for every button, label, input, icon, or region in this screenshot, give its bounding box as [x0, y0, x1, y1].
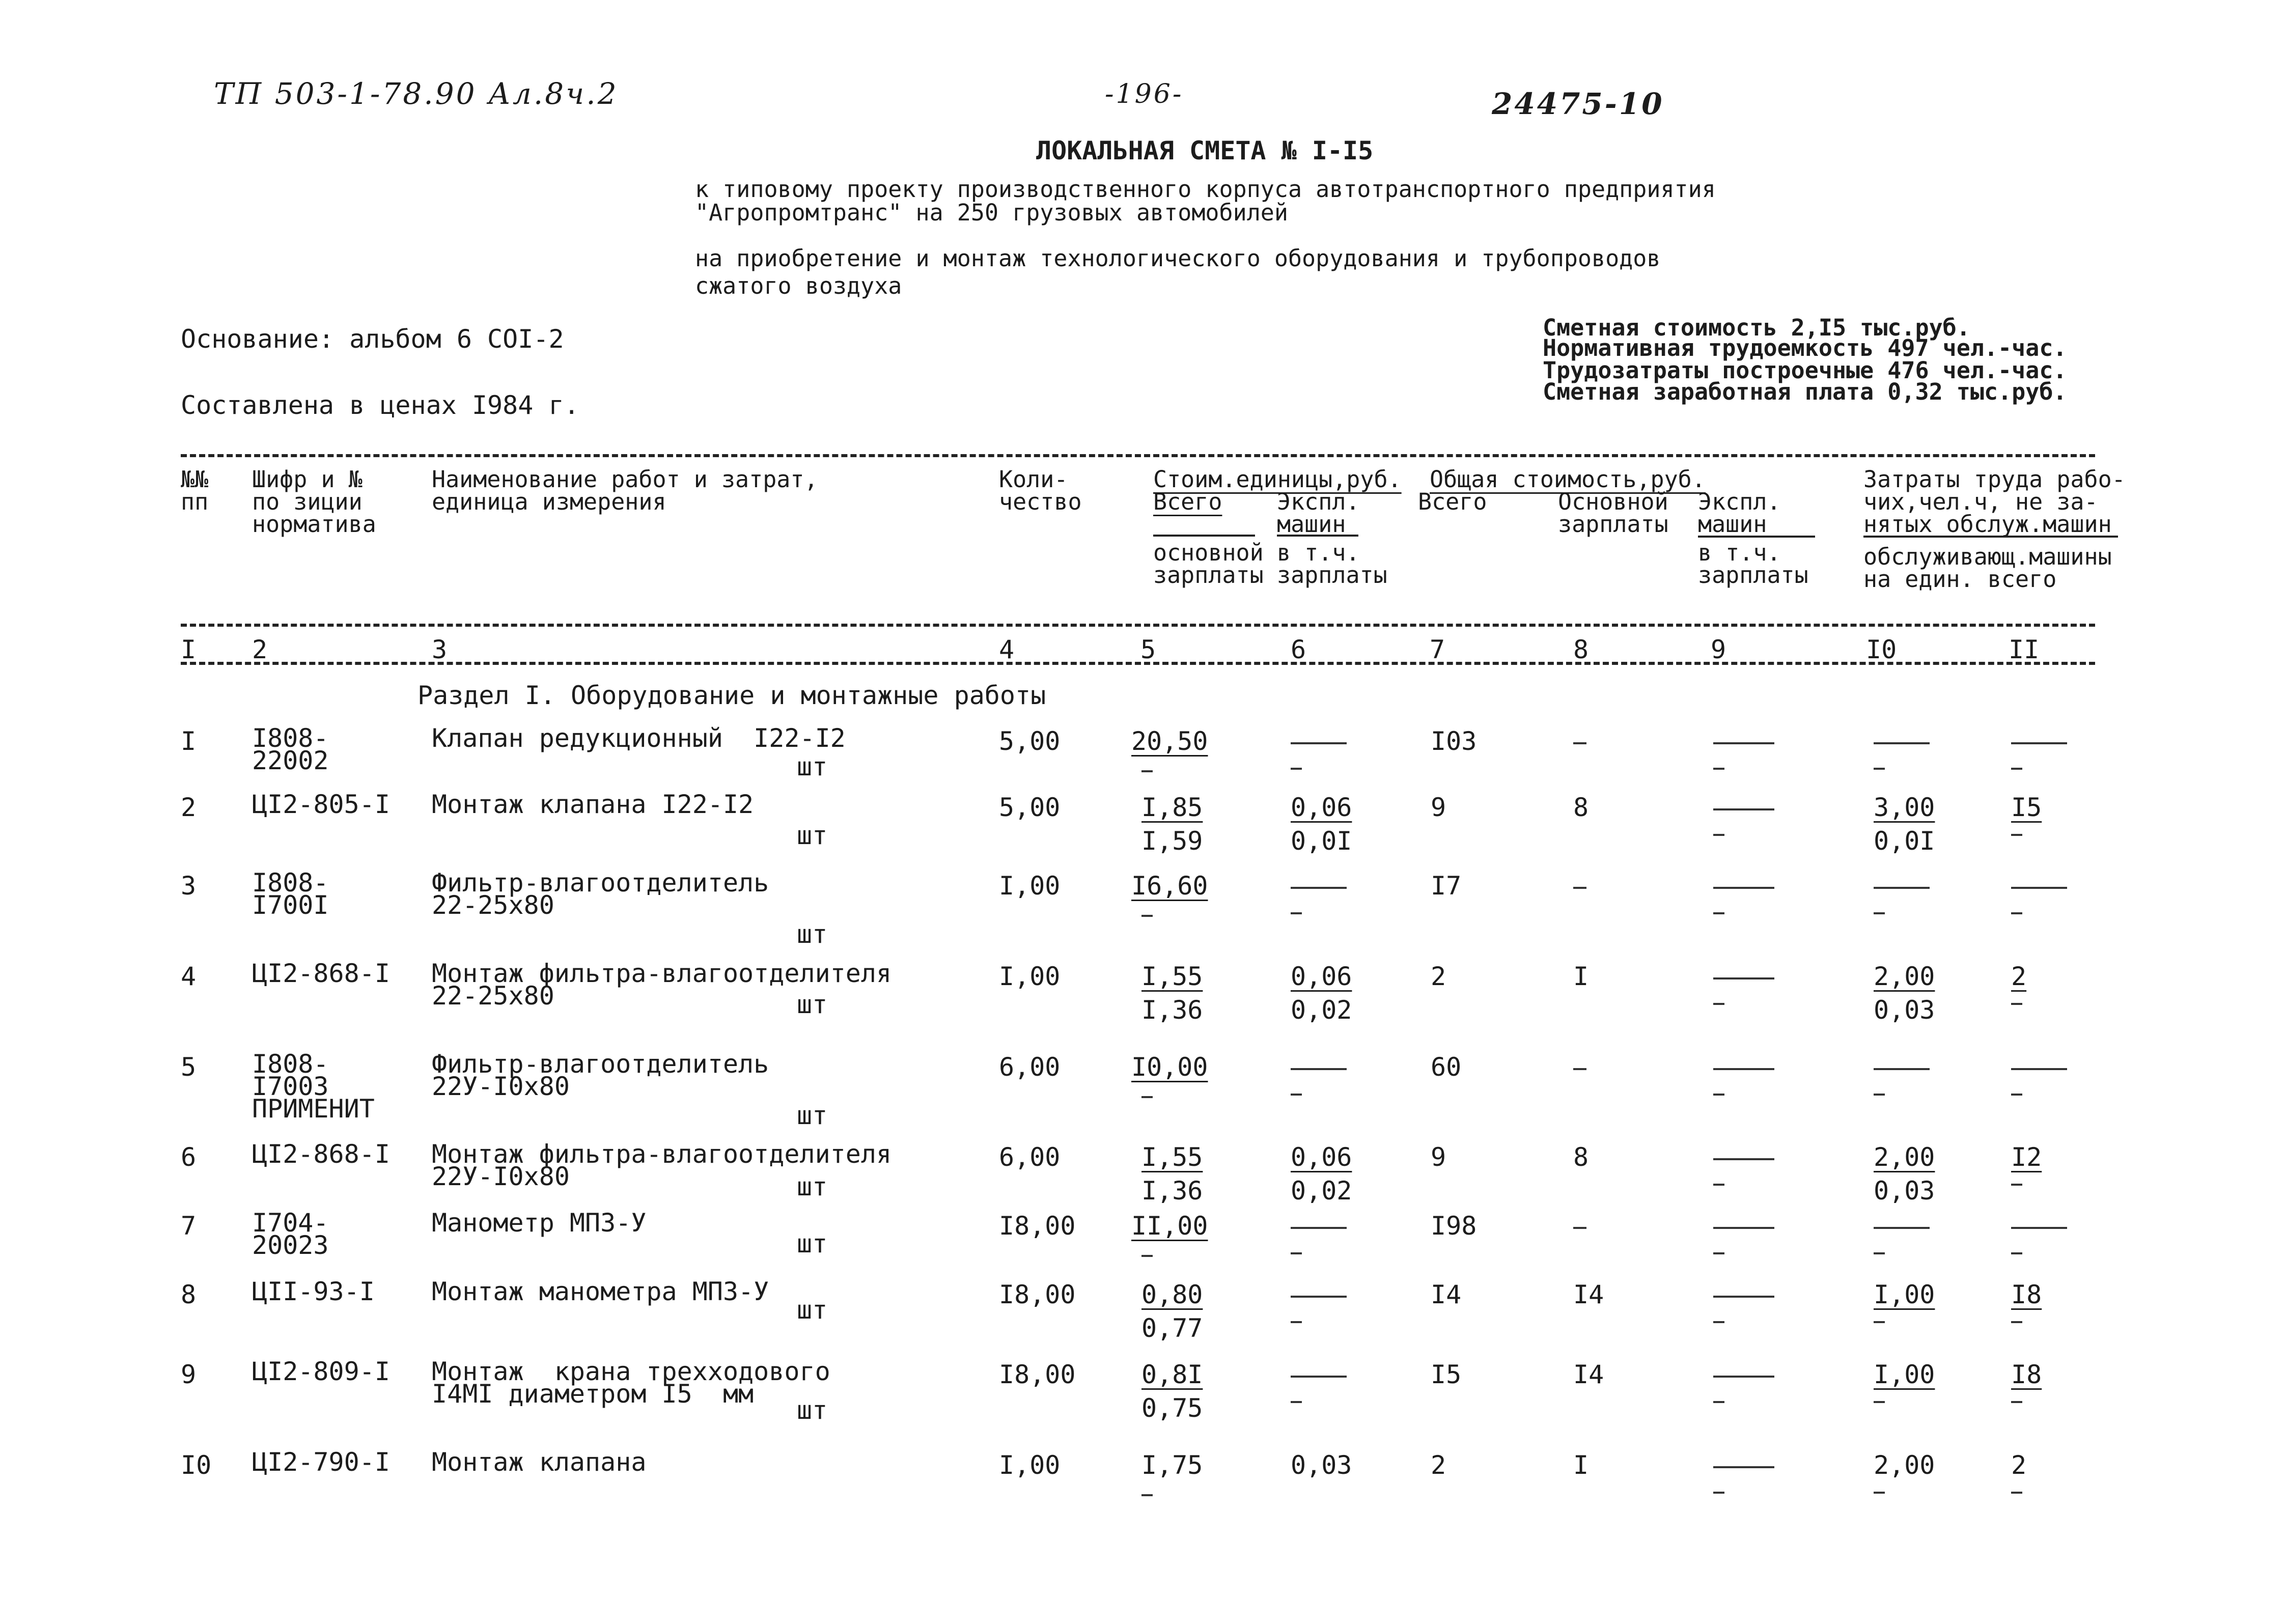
header-total-machines: Экспл. машин	[1698, 488, 1781, 538]
header-labor-sub: обслуживающ.машины	[1863, 543, 2112, 570]
header-unit-machines: Экспл. машин	[1277, 488, 1360, 538]
col-number-3: 3	[432, 635, 448, 664]
row-total-machine-wage-dash	[1713, 1184, 1724, 1186]
row-total-machines-dash	[1713, 1227, 1774, 1229]
row-labor-unit-dash	[1874, 1227, 1930, 1229]
row-unit-machines: 0,06	[1291, 962, 1352, 991]
row-unit-machine-wage-dash	[1291, 1252, 1302, 1254]
row-unit-machines-dash	[1291, 1227, 1347, 1229]
row-code: I704- 20023	[252, 1208, 329, 1260]
row-unit-wage-dash	[1141, 770, 1153, 772]
total-machines-divider	[1698, 536, 1815, 538]
row-total-machines-dash	[1713, 1376, 1774, 1378]
row-labor-total-dash	[2011, 834, 2022, 836]
row-total-machines-dash	[1713, 808, 1774, 810]
row-total-wage: I4	[1573, 1360, 1604, 1389]
row-total-cost: 9	[1431, 1142, 1446, 1172]
row-labor-machines: 0,03	[1874, 995, 1935, 1025]
header-total-all: Всего	[1418, 488, 1487, 515]
row-total-machine-wage-dash	[1713, 1094, 1724, 1096]
row-number: I	[181, 726, 197, 756]
unit-wage-divider	[1153, 535, 1255, 537]
row-unit-total: 0,8I	[1141, 1360, 1203, 1389]
row-quantity: 6,00	[999, 1052, 1061, 1082]
labor-divider	[1863, 536, 2118, 538]
row-labor-total-dash-2	[2011, 768, 2022, 770]
header-unit-wage: основной зарплаты	[1153, 539, 1264, 589]
row-total-wage: I	[1573, 962, 1589, 991]
row-labor-total: 2	[2011, 962, 2027, 991]
row-total-machine-wage-dash	[1713, 912, 1724, 914]
row-unit-machine-wage-dash	[1291, 912, 1302, 914]
col-number-2: 2	[252, 635, 268, 664]
row-unit-machine-wage-dash	[1291, 1094, 1302, 1096]
row-quantity: 5,00	[999, 793, 1061, 822]
row-total-cost: I4	[1431, 1280, 1462, 1309]
row-labor-unit: 2,00	[1874, 1450, 1935, 1480]
row-unit: шт	[797, 1229, 828, 1258]
row-labor-unit: I,00	[1874, 1280, 1935, 1309]
row-labor-total: I2	[2011, 1142, 2042, 1172]
row-labor-total-dash	[2011, 1321, 2022, 1323]
row-total-wage: 8	[1573, 793, 1589, 822]
row-code: I808- 22002	[252, 723, 329, 775]
row-code: ЦI2-805-I	[252, 790, 390, 819]
row-unit-wage-dash	[1141, 915, 1153, 917]
header-labor: Затраты труда рабо- чих,чел.ч, не за- нятых обслуж.машин	[1863, 466, 2126, 538]
row-name: Монтаж крана трехходового I4МI диаметром I5 мм	[432, 1357, 830, 1409]
row-unit-machine-wage: 0,0I	[1291, 826, 1352, 856]
header-unit-total: Всего	[1153, 488, 1222, 515]
summary-line-3: Трудозатраты построечные 476 чел.-час.	[1543, 357, 2067, 384]
row-labor-machines-dash	[1874, 1492, 1885, 1494]
col-number-11: II	[2009, 635, 2040, 664]
row-labor-unit-dash	[1874, 887, 1930, 889]
row-unit-machines-dash	[1291, 887, 1347, 889]
summary-line-2: Нормативная трудоемкость 497 чел.-час.	[1543, 334, 2067, 361]
row-total-wage-dash	[1573, 1227, 1586, 1229]
row-labor-total-dash	[2011, 1227, 2067, 1229]
row-unit-machine-wage-dash	[1291, 1321, 1302, 1323]
row-unit-total: I6,60	[1131, 871, 1208, 901]
row-unit-machine-wage: 0,02	[1291, 1176, 1352, 1206]
row-total-wage: 8	[1573, 1142, 1589, 1172]
row-labor-total: I8	[2011, 1280, 2042, 1309]
header-total-machine-wage: в т.ч. зарплаты	[1698, 539, 1808, 589]
header-total-cost: Общая стоимость,руб.	[1430, 466, 1706, 493]
row-unit-machine-wage-dash	[1291, 768, 1302, 770]
row-quantity: I8,00	[999, 1211, 1076, 1241]
row-unit: шт	[797, 1395, 828, 1425]
row-unit-total: 20,50	[1131, 726, 1208, 756]
row-labor-unit: I,00	[1874, 1360, 1935, 1389]
header-top-rule	[181, 454, 2095, 457]
row-name: Монтаж манометра МПЗ-У	[432, 1277, 769, 1306]
row-unit-wage: I,36	[1141, 995, 1203, 1025]
row-quantity: I,00	[999, 962, 1061, 991]
row-total-machines-dash	[1713, 977, 1774, 979]
row-unit-wage: I,36	[1141, 1176, 1203, 1206]
row-unit-machines: 0,06	[1291, 1142, 1352, 1172]
row-name: Монтаж фильтра-влагоотделителя 22У-I0х80	[432, 1139, 892, 1191]
row-code: I808- I700I	[252, 868, 329, 920]
row-name: Фильтр-влагоотделитель 22У-I0х80	[432, 1049, 769, 1101]
row-unit-total: 0,80	[1141, 1280, 1203, 1309]
project-code-stamp: ТП 503-1-78.90 Ал.8ч.2	[214, 76, 619, 111]
basis-text: Основание: альбом 6 СОI-2	[181, 324, 564, 354]
row-total-machine-wage-dash	[1713, 768, 1724, 770]
row-labor-unit-dash	[1874, 1068, 1930, 1070]
row-code: I808- I7003 ПРИМЕНИТ	[252, 1049, 375, 1124]
row-total-wage-dash	[1573, 742, 1586, 744]
page-number: -196-	[1105, 79, 1184, 109]
row-labor-unit: 2,00	[1874, 962, 1935, 991]
row-number: 3	[181, 871, 197, 901]
row-unit-machines: 0,06	[1291, 793, 1352, 822]
row-total-machines-dash	[1713, 1466, 1774, 1468]
row-total-cost: 60	[1431, 1052, 1462, 1082]
row-labor-total-dash-2	[2011, 912, 2022, 914]
row-number: I0	[181, 1450, 212, 1480]
header-unit-cost: Стоим.единицы,руб.	[1153, 466, 1402, 493]
row-unit-wage-dash	[1141, 1255, 1153, 1257]
row-labor-total-dash	[2011, 887, 2067, 889]
row-name: Монтаж клапана	[432, 1447, 647, 1477]
row-total-machines-dash	[1713, 742, 1774, 744]
row-total-machine-wage-dash	[1713, 1252, 1724, 1254]
row-labor-machines: 0,03	[1874, 1176, 1935, 1206]
row-unit-machine-wage-dash	[1291, 1401, 1302, 1403]
row-total-wage: I4	[1573, 1280, 1604, 1309]
row-number: 8	[181, 1280, 197, 1309]
row-unit-machines: 0,03	[1291, 1450, 1352, 1480]
row-unit-machines-dash	[1291, 1376, 1347, 1378]
row-total-machine-wage-dash	[1713, 1492, 1724, 1494]
row-code: ЦII-93-I	[252, 1277, 375, 1306]
row-name: Фильтр-влагоотделитель 22-25х80	[432, 868, 769, 920]
row-labor-total-dash	[2011, 742, 2067, 744]
col-number-4: 4	[999, 635, 1015, 664]
row-labor-unit: 3,00	[1874, 793, 1935, 822]
row-number: 9	[181, 1360, 197, 1389]
row-quantity: I,00	[999, 871, 1061, 901]
col-number-9: 9	[1711, 635, 1726, 664]
row-labor-machines-dash	[1874, 1321, 1885, 1323]
row-labor-total-dash	[2011, 1003, 2022, 1005]
row-unit-wage-dash	[1141, 1494, 1153, 1496]
title-line-4: сжатого воздуха	[695, 272, 902, 299]
row-unit: шт	[797, 1295, 828, 1325]
prices-text: Составлена в ценах I984 г.	[181, 390, 579, 420]
row-total-machines-dash	[1713, 1158, 1774, 1160]
row-total-cost: 2	[1431, 962, 1446, 991]
row-unit-total: II,00	[1131, 1211, 1208, 1241]
row-labor-total-dash-2	[2011, 1252, 2022, 1254]
row-number: 5	[181, 1052, 197, 1082]
row-labor-machines-dash	[1874, 912, 1885, 914]
row-unit-wage: I,59	[1141, 826, 1203, 856]
row-name: Клапан редукционный I22-I2	[432, 723, 846, 753]
summary-line-1: Сметная стоимость 2,I5 тыс.руб.	[1543, 314, 1970, 341]
col-number-6: 6	[1291, 635, 1306, 664]
row-total-wage-dash	[1573, 887, 1586, 889]
column-numbers-rule	[181, 662, 2095, 665]
row-quantity: I,00	[999, 1450, 1061, 1480]
col-number-7: 7	[1430, 635, 1445, 664]
row-labor-machines-dash	[1874, 1252, 1885, 1254]
row-total-cost: I7	[1431, 871, 1462, 901]
row-number: 4	[181, 962, 197, 991]
summary-line-4: Сметная заработная плата 0,32 тыс.руб.	[1543, 378, 2067, 405]
row-name: Монтаж клапана I22-I2	[432, 790, 754, 819]
row-total-machine-wage-dash	[1713, 1401, 1724, 1403]
title-line-3: на приобретение и монтаж технологического оборудования и трубопроводов	[695, 245, 1661, 272]
unit-machines-divider	[1277, 535, 1358, 537]
row-number: 2	[181, 793, 197, 822]
row-code: ЦI2-868-I	[252, 1139, 390, 1169]
header-total-wage: Основной зарплаты	[1558, 488, 1668, 538]
row-total-cost: 9	[1431, 793, 1446, 822]
row-unit: шт	[797, 752, 828, 781]
row-total-machines-dash	[1713, 887, 1774, 889]
row-unit-wage: 0,75	[1141, 1393, 1203, 1423]
row-unit-wage: 0,77	[1141, 1313, 1203, 1343]
row-number: 6	[181, 1142, 197, 1172]
col-number-8: 8	[1573, 635, 1589, 664]
row-unit: шт	[797, 821, 828, 850]
row-quantity: 5,00	[999, 726, 1061, 756]
document-number: 24475-10	[1492, 87, 1664, 121]
row-total-wage-dash	[1573, 1068, 1586, 1070]
row-unit-machines-dash	[1291, 1068, 1347, 1070]
row-total-machines-dash	[1713, 1068, 1774, 1070]
row-quantity: I8,00	[999, 1360, 1076, 1389]
row-unit-machine-wage: 0,02	[1291, 995, 1352, 1025]
header-unit-machine-wage: в т.ч. зарплаты	[1277, 539, 1387, 589]
title-line-1: к типовому проекту производственного корпуса автотранспортного предприятия	[695, 176, 1716, 203]
row-labor-unit: 2,00	[1874, 1142, 1935, 1172]
row-unit: шт	[797, 1172, 828, 1201]
row-total-cost: I5	[1431, 1360, 1462, 1389]
row-labor-total-dash	[2011, 1068, 2067, 1070]
row-code: ЦI2-868-I	[252, 959, 390, 988]
row-total-machine-wage-dash	[1713, 1003, 1724, 1005]
row-labor-total-dash	[2011, 1184, 2022, 1186]
header-name: Наименование работ и затрат, единица измерения	[432, 466, 818, 515]
row-unit-machines-dash	[1291, 742, 1347, 744]
row-unit-total: I,75	[1141, 1450, 1203, 1480]
row-labor-total-dash-2	[2011, 1094, 2022, 1096]
header-num: №№ пп	[181, 466, 209, 515]
row-name: Манометр МПЗ-У	[432, 1208, 647, 1238]
row-total-cost: I03	[1431, 726, 1477, 756]
row-labor-machines-dash	[1874, 768, 1885, 770]
row-unit-machines-dash	[1291, 1296, 1347, 1298]
row-code: ЦI2-790-I	[252, 1447, 390, 1477]
section-title: Раздел I. Оборудование и монтажные работы	[417, 681, 1046, 710]
row-unit-total: I,85	[1141, 793, 1203, 822]
header-labor-unit-total: на един. всего	[1863, 566, 2057, 593]
row-labor-machines: 0,0I	[1874, 826, 1935, 856]
title-line-2: "Агропромтранс" на 250 грузовых автомобилей	[695, 199, 1288, 226]
row-total-machine-wage-dash	[1713, 834, 1724, 836]
row-total-wage: I	[1573, 1450, 1589, 1480]
row-quantity: 6,00	[999, 1142, 1061, 1172]
row-name: Монтаж фильтра-влагоотделителя 22-25х80	[432, 959, 892, 1011]
row-total-machine-wage-dash	[1713, 1321, 1724, 1323]
row-total-cost: I98	[1431, 1211, 1477, 1241]
row-labor-total-dash	[2011, 1492, 2022, 1494]
row-total-machines-dash	[1713, 1296, 1774, 1298]
row-unit: шт	[797, 919, 828, 949]
row-labor-total: 2	[2011, 1450, 2027, 1480]
estimate-title: ЛОКАЛЬНАЯ СМЕТА № I-I5	[1036, 136, 1374, 165]
header-quantity: Коли- чество	[999, 466, 1082, 515]
row-unit-total: I0,00	[1131, 1052, 1208, 1082]
header-bottom-rule	[181, 624, 2095, 627]
header-code: Шифр и № по зиции норматива	[252, 466, 376, 538]
row-labor-unit-dash	[1874, 742, 1930, 744]
row-total-cost: 2	[1431, 1450, 1446, 1480]
row-labor-total: I8	[2011, 1360, 2042, 1389]
row-labor-total: I5	[2011, 793, 2042, 822]
row-unit: шт	[797, 1101, 828, 1130]
row-unit-wage-dash	[1141, 1096, 1153, 1098]
row-labor-total-dash	[2011, 1401, 2022, 1403]
row-unit: шт	[797, 990, 828, 1019]
row-number: 7	[181, 1211, 197, 1241]
row-labor-machines-dash	[1874, 1094, 1885, 1096]
row-quantity: I8,00	[999, 1280, 1076, 1309]
row-code: ЦI2-809-I	[252, 1357, 390, 1386]
row-unit-total: I,55	[1141, 1142, 1203, 1172]
col-number-1: I	[181, 635, 197, 664]
col-number-5: 5	[1140, 635, 1156, 664]
row-labor-machines-dash	[1874, 1401, 1885, 1403]
col-number-10: I0	[1866, 635, 1897, 664]
row-unit-total: I,55	[1141, 962, 1203, 991]
